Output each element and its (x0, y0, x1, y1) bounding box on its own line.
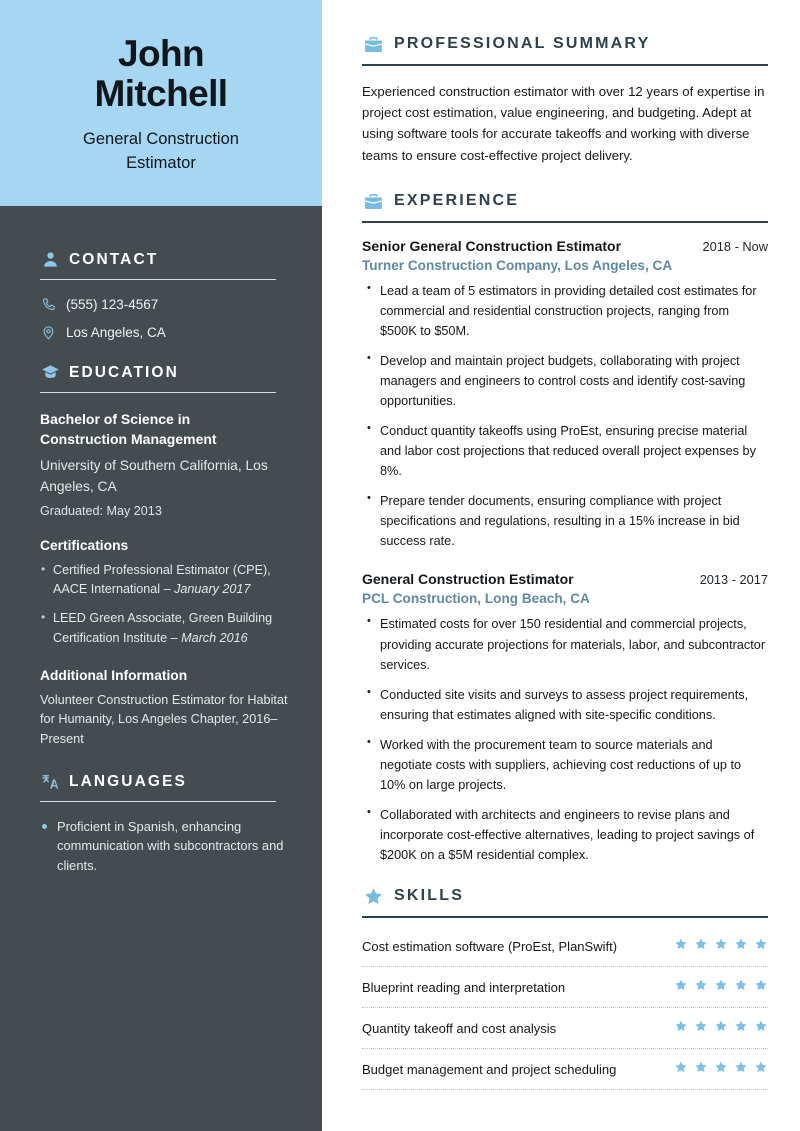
degree-name (40, 409, 300, 450)
job-role (22, 128, 300, 176)
star-icon (734, 978, 748, 997)
skill-rating (674, 1019, 768, 1038)
section-education (40, 363, 300, 750)
summary-divider (362, 64, 768, 66)
job-header (362, 571, 768, 587)
certification-date: January 2017 (174, 582, 251, 597)
education-divider (40, 392, 276, 393)
contact-phone[interactable] (40, 297, 300, 313)
job-company: PCL Construction, Long Beach, CA (362, 591, 590, 607)
star-icon (714, 978, 728, 997)
additional-info-heading: Additional Information (40, 667, 188, 683)
last-name: Mitchell (94, 72, 228, 114)
list-item: • Lead a team of 5 estimators in providing detailed cost estimates for commercial and residential construction projects, ranging from $500K to $50M. (362, 281, 768, 341)
graduation-date: Graduated: May 2013 (40, 504, 162, 519)
skill-rating (674, 937, 768, 956)
star-icon (694, 937, 708, 956)
star-icon (714, 1019, 728, 1038)
section-experience (362, 190, 768, 865)
star-icon (714, 937, 728, 956)
list-item: • Worked with the procurement team to source materials and negotiate costs with suppliers, achieving cost reductions of up to 10% on large projects. (362, 735, 768, 795)
star-icon (754, 1060, 768, 1079)
star-icon (714, 1060, 728, 1079)
location-pin-icon (40, 325, 56, 341)
certifications-list (40, 561, 300, 648)
contact-title: CONTACT (69, 250, 159, 268)
certification-text: Certified Professional Estimator (CPE), AACE International – (53, 563, 271, 597)
contact-list (40, 297, 300, 341)
contact-divider (40, 279, 276, 280)
job-title: Senior General Construction Estimator (362, 237, 622, 254)
certifications-heading: Certifications (40, 538, 129, 554)
star-icon (674, 978, 688, 997)
skill-row (362, 1008, 768, 1049)
name-card (0, 0, 322, 206)
star-icon (694, 978, 708, 997)
experience-item (362, 238, 768, 552)
phone-value: (555) 123-4567 (66, 297, 159, 313)
briefcase-icon (362, 190, 384, 212)
summary-heading (362, 33, 768, 55)
user-icon (40, 250, 60, 270)
summary-title: PROFESSIONAL SUMMARY (394, 35, 651, 52)
main-content (322, 0, 800, 1131)
skill-row (362, 926, 768, 967)
list-item: Proficient in Spanish, enhancing communication with subcontractors and clients. (40, 817, 300, 876)
languages-title: LANGUAGES (69, 772, 187, 790)
skill-rating (674, 1060, 768, 1079)
experience-heading (362, 190, 768, 212)
skills-title: SKILLS (394, 887, 465, 905)
job-role-line1: General Construction (83, 129, 239, 148)
job-title: General Construction Estimator (362, 571, 574, 588)
skills-heading (362, 885, 768, 907)
star-icon (734, 1060, 748, 1079)
phone-icon (40, 297, 56, 313)
job-bullets (362, 281, 768, 552)
job-dates: 2013 - 2017 (699, 572, 768, 588)
languages-heading (40, 772, 300, 792)
degree-line2: Construction Management (40, 431, 217, 448)
location-value: Los Angeles, CA (66, 325, 166, 341)
experience-list (362, 238, 768, 865)
job-bullets (362, 614, 768, 865)
skill-name: Blueprint reading and interpretation (362, 979, 566, 995)
job-header (362, 238, 768, 254)
school-name: University of Southern California, Los Angeles, CA (40, 458, 268, 494)
star-icon (754, 978, 768, 997)
job-dates: 2018 - Now (702, 238, 768, 254)
star-icon (734, 1019, 748, 1038)
section-languages (40, 772, 300, 876)
additional-info-text: Volunteer Construction Estimator for Habitat for Humanity, Los Angeles Chapter, 2016–Present (40, 692, 288, 747)
skill-row (362, 1049, 768, 1090)
graduation-cap-icon (40, 363, 60, 383)
experience-item (362, 571, 768, 865)
section-professional-summary (362, 33, 768, 166)
contact-location[interactable] (40, 325, 300, 341)
section-skills (362, 885, 768, 1090)
job-role-line2: Estimator (126, 153, 196, 172)
list-item (40, 609, 300, 647)
star-icon (694, 1060, 708, 1079)
list-item: • Collaborated with architects and engineers to revise plans and incorporate cost-effective alternatives, leading to project savings of $200K on a $5M residential complex. (362, 805, 768, 865)
skills-list (362, 926, 768, 1090)
briefcase-icon (362, 33, 384, 55)
education-heading (40, 363, 300, 383)
list-item: • Conduct quantity takeoffs using ProEst, ensuring precise material and labor cost projections that reduced overall project expenses by 8%. (362, 421, 768, 481)
experience-title: EXPERIENCE (394, 192, 520, 210)
star-icon (734, 937, 748, 956)
list-item: • Develop and maintain project budgets, collaborating with project managers and engineers to control costs and identify cost-saving opportunities. (362, 351, 768, 411)
list-item (40, 561, 300, 599)
section-contact (40, 250, 300, 341)
languages-list (40, 817, 300, 876)
sidebar-body (0, 206, 322, 914)
sidebar (0, 0, 322, 1131)
star-icon (694, 1019, 708, 1038)
job-company: Turner Construction Company, Los Angeles, CA (362, 257, 673, 273)
skill-name: Cost estimation software (ProEst, PlanSwift) (362, 938, 618, 954)
star-icon (674, 1060, 688, 1079)
languages-divider (40, 801, 276, 802)
contact-heading (40, 250, 300, 270)
skill-rating (674, 978, 768, 997)
skill-name: Budget management and project scheduling (362, 1061, 617, 1077)
star-icon (754, 937, 768, 956)
skill-name: Quantity takeoff and cost analysis (362, 1020, 557, 1036)
list-item: • Prepare tender documents, ensuring compliance with project specifications and regulations, resulting in a 15% increase in bid success rate. (362, 491, 768, 551)
education-title: EDUCATION (69, 363, 179, 381)
skill-row (362, 967, 768, 1008)
list-item: • Conducted site visits and surveys to assess project requirements, ensuring that estimates aligned with site-specific conditions. (362, 685, 768, 725)
list-item: • Estimated costs for over 150 residential and commercial projects, providing accurate projections for materials, labor, and subcontractor services. (362, 614, 768, 674)
certification-text: LEED Green Associate, Green Building Certification Institute – (53, 611, 273, 645)
summary-text: Experienced construction estimator with over 12 years of expertise in project cost estimation, value engineering, and budgeting. Adept at using software tools for accurate takeoffs and working with diverse teams to ensure cost-effective project delivery. (362, 83, 765, 163)
star-icon (362, 885, 384, 907)
degree-line1: Bachelor of Science in (40, 410, 191, 427)
star-icon (674, 937, 688, 956)
star-icon (754, 1019, 768, 1038)
experience-divider (362, 221, 768, 223)
skills-divider (362, 916, 768, 918)
star-icon (674, 1019, 688, 1038)
certification-date: March 2016 (181, 630, 248, 645)
first-name: John (118, 33, 204, 74)
translate-icon (40, 772, 60, 792)
